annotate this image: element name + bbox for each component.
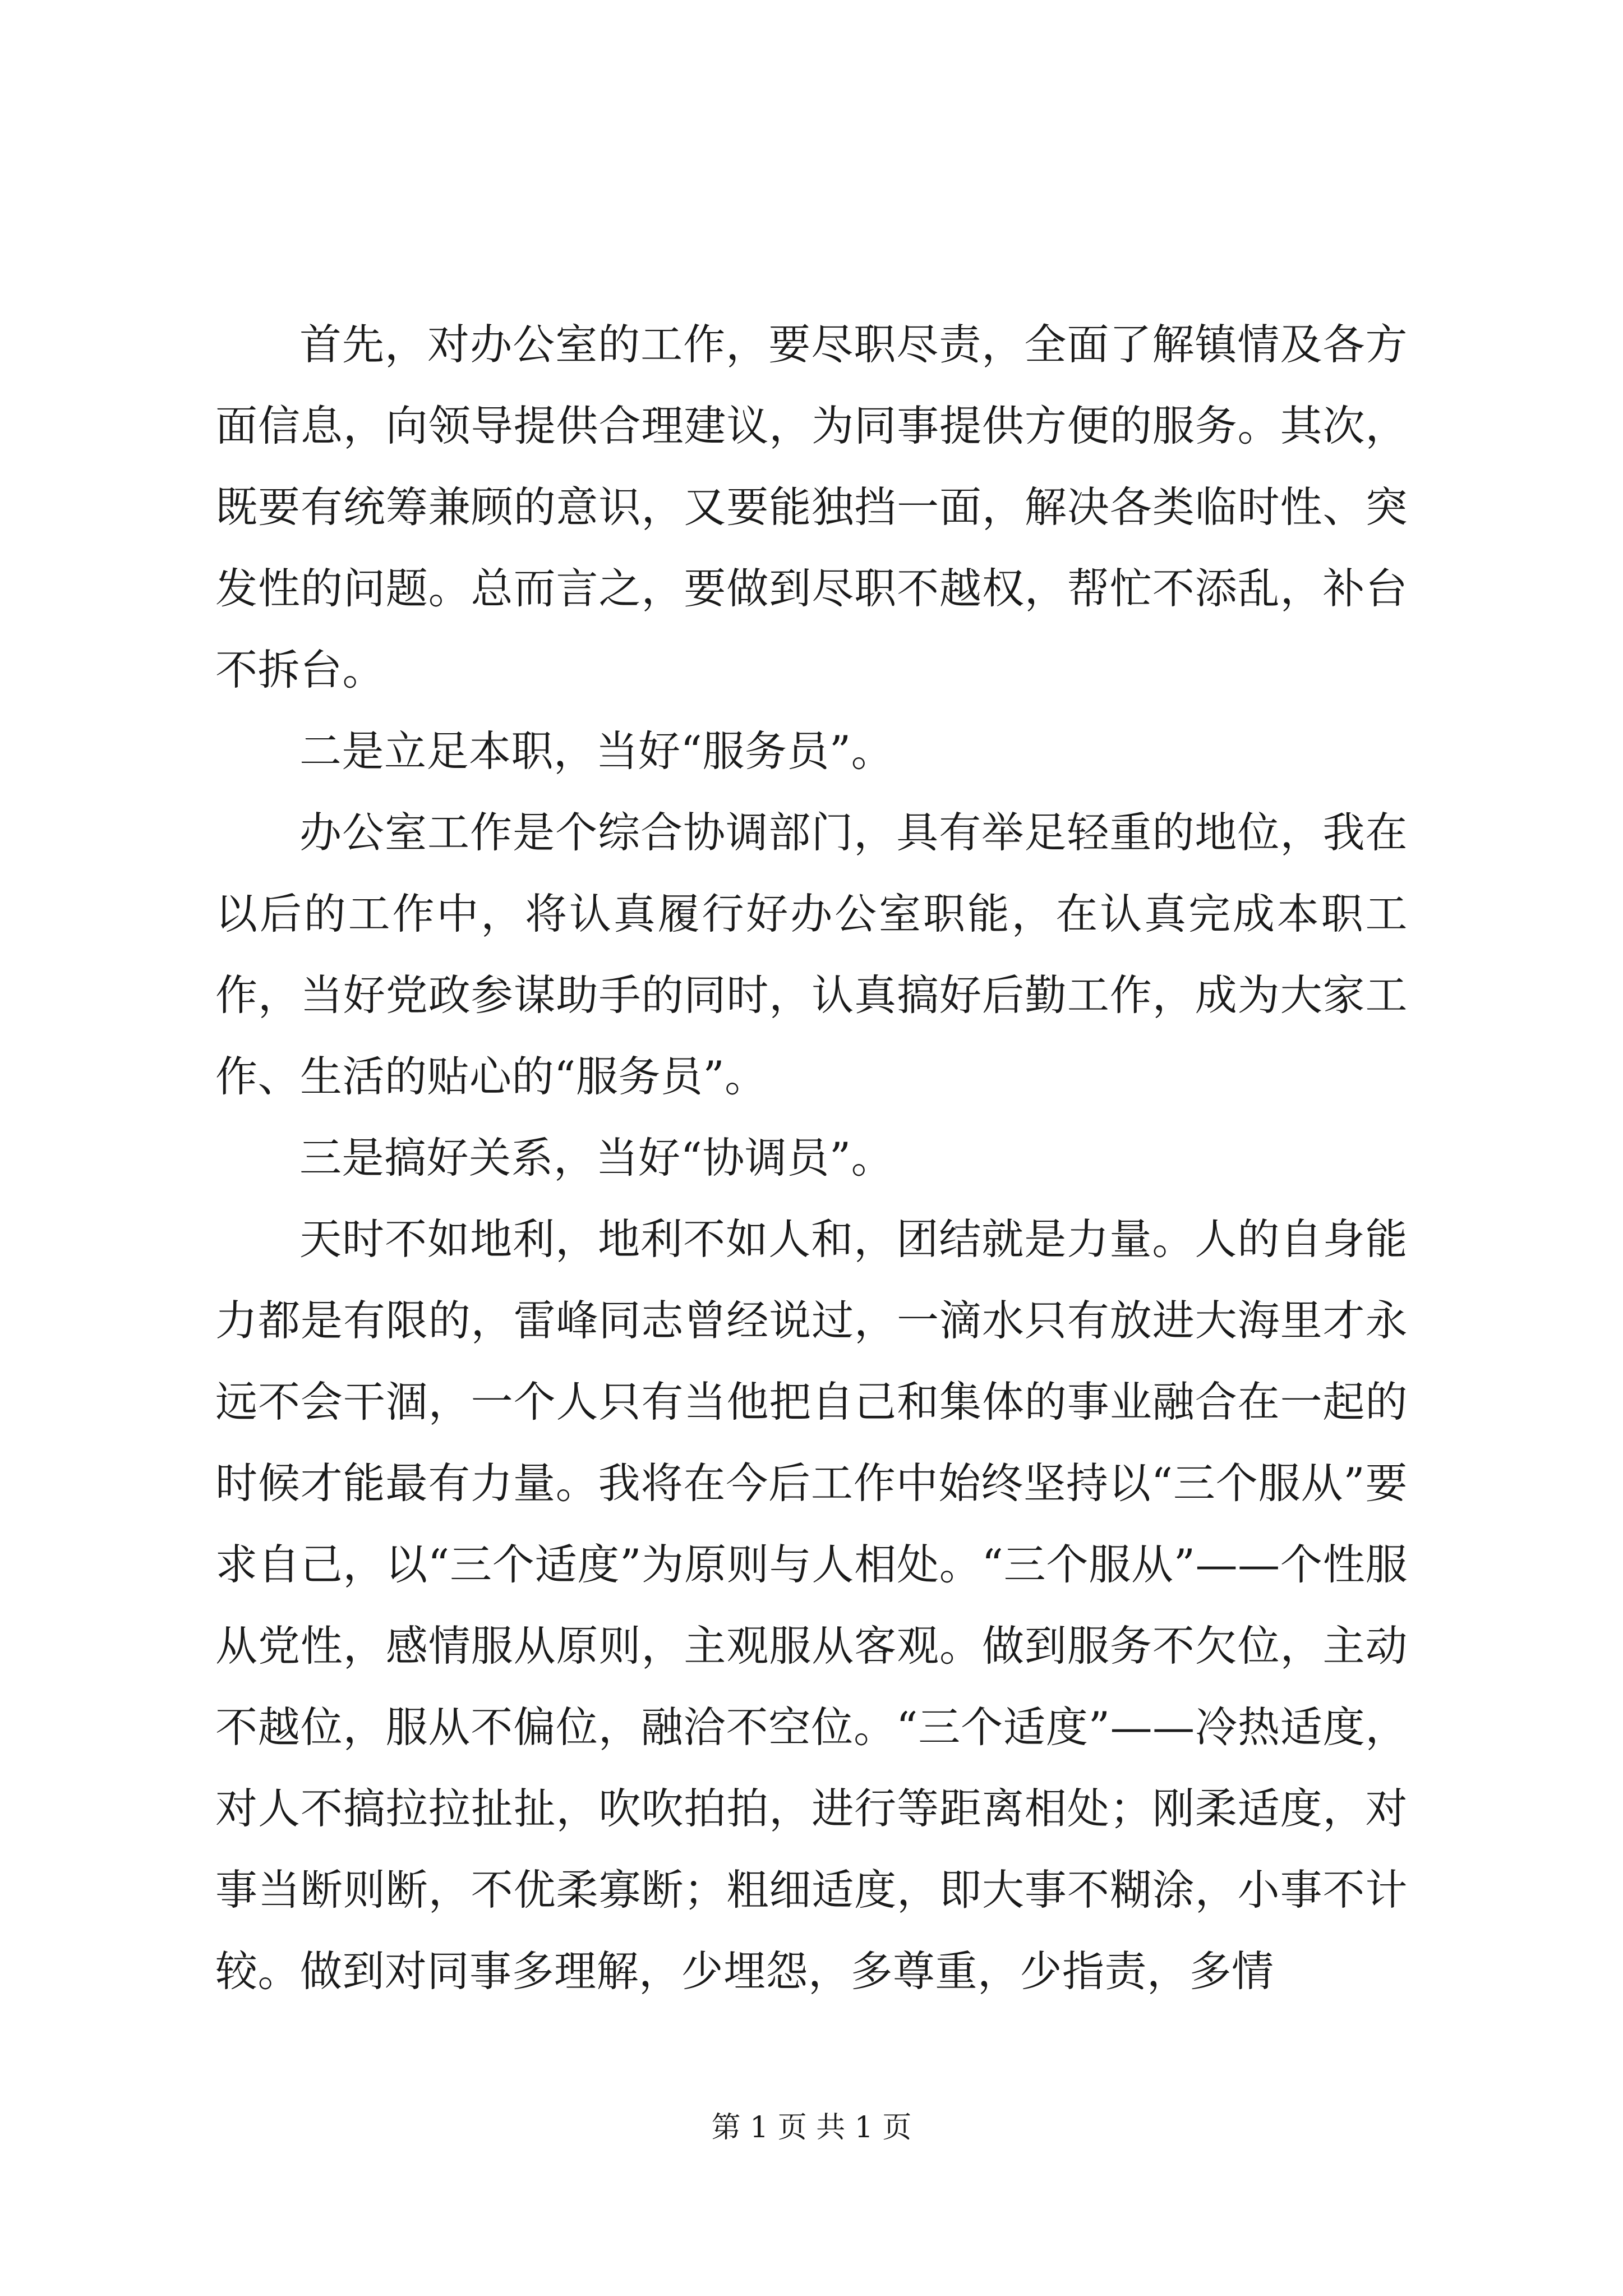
paragraph-1: 首先，对办公室的工作，要尽职尽责，全面了解镇情及各方面信息，向领导提供合理建议，为同事提供方便的服务。其次，既要有统筹兼顾的意识，又要能独挡一面，解决各类临时性、突发性的问题。总而言之，要做到尽职不越权，帮忙不添乱，补台不拆台。 [215,320,1408,694]
paragraph-2-heading: 二是立足本职，当好“服务员”。 [299,726,894,776]
page-footer [0,2108,1623,2147]
paragraph-5: 天时不如地利，地利不如人和，团结就是力量。人的自身能力都是有限的，雷峰同志曾经说过，一滴水只有放进大海里才永远不会干涸，一个人只有当他把自己和集体的事业融合在一起的时候才能最有力量。我将在今后工作中始终坚持以“三个服从”要求自己，以“三个适度”为原则与人相处。“三个服从”——个性服从党性，感情服从原则，主观服从客观。做到服务不欠位，主动不越位，服从不偏位，融洽不空位。“三个适度”——冷热适度，对人不搞拉拉扯扯，吹吹拍拍，进行等距离相处；刚柔适度，对事当断则断，不优柔寡断；粗细适度，即大事不糊涂，小事不计较。做到对同事多理解，少埋怨，多尊重，少指责，多情 [215,1214,1408,1996]
paragraph-4-heading: 三是搞好关系，当好“协调员”。 [299,1133,894,1182]
document-body [215,304,1408,2012]
page-number: 第 1 页 共 1 页 [711,2111,912,2145]
paragraph-3: 办公室工作是个综合协调部门，具有举足轻重的地位，我在以后的工作中，将认真履行好办公室职能，在认真完成本职工作，当好党政参谋助手的同时，认真搞好后勤工作，成为大家工作、生活的贴心的“服务员”。 [215,808,1408,1101]
